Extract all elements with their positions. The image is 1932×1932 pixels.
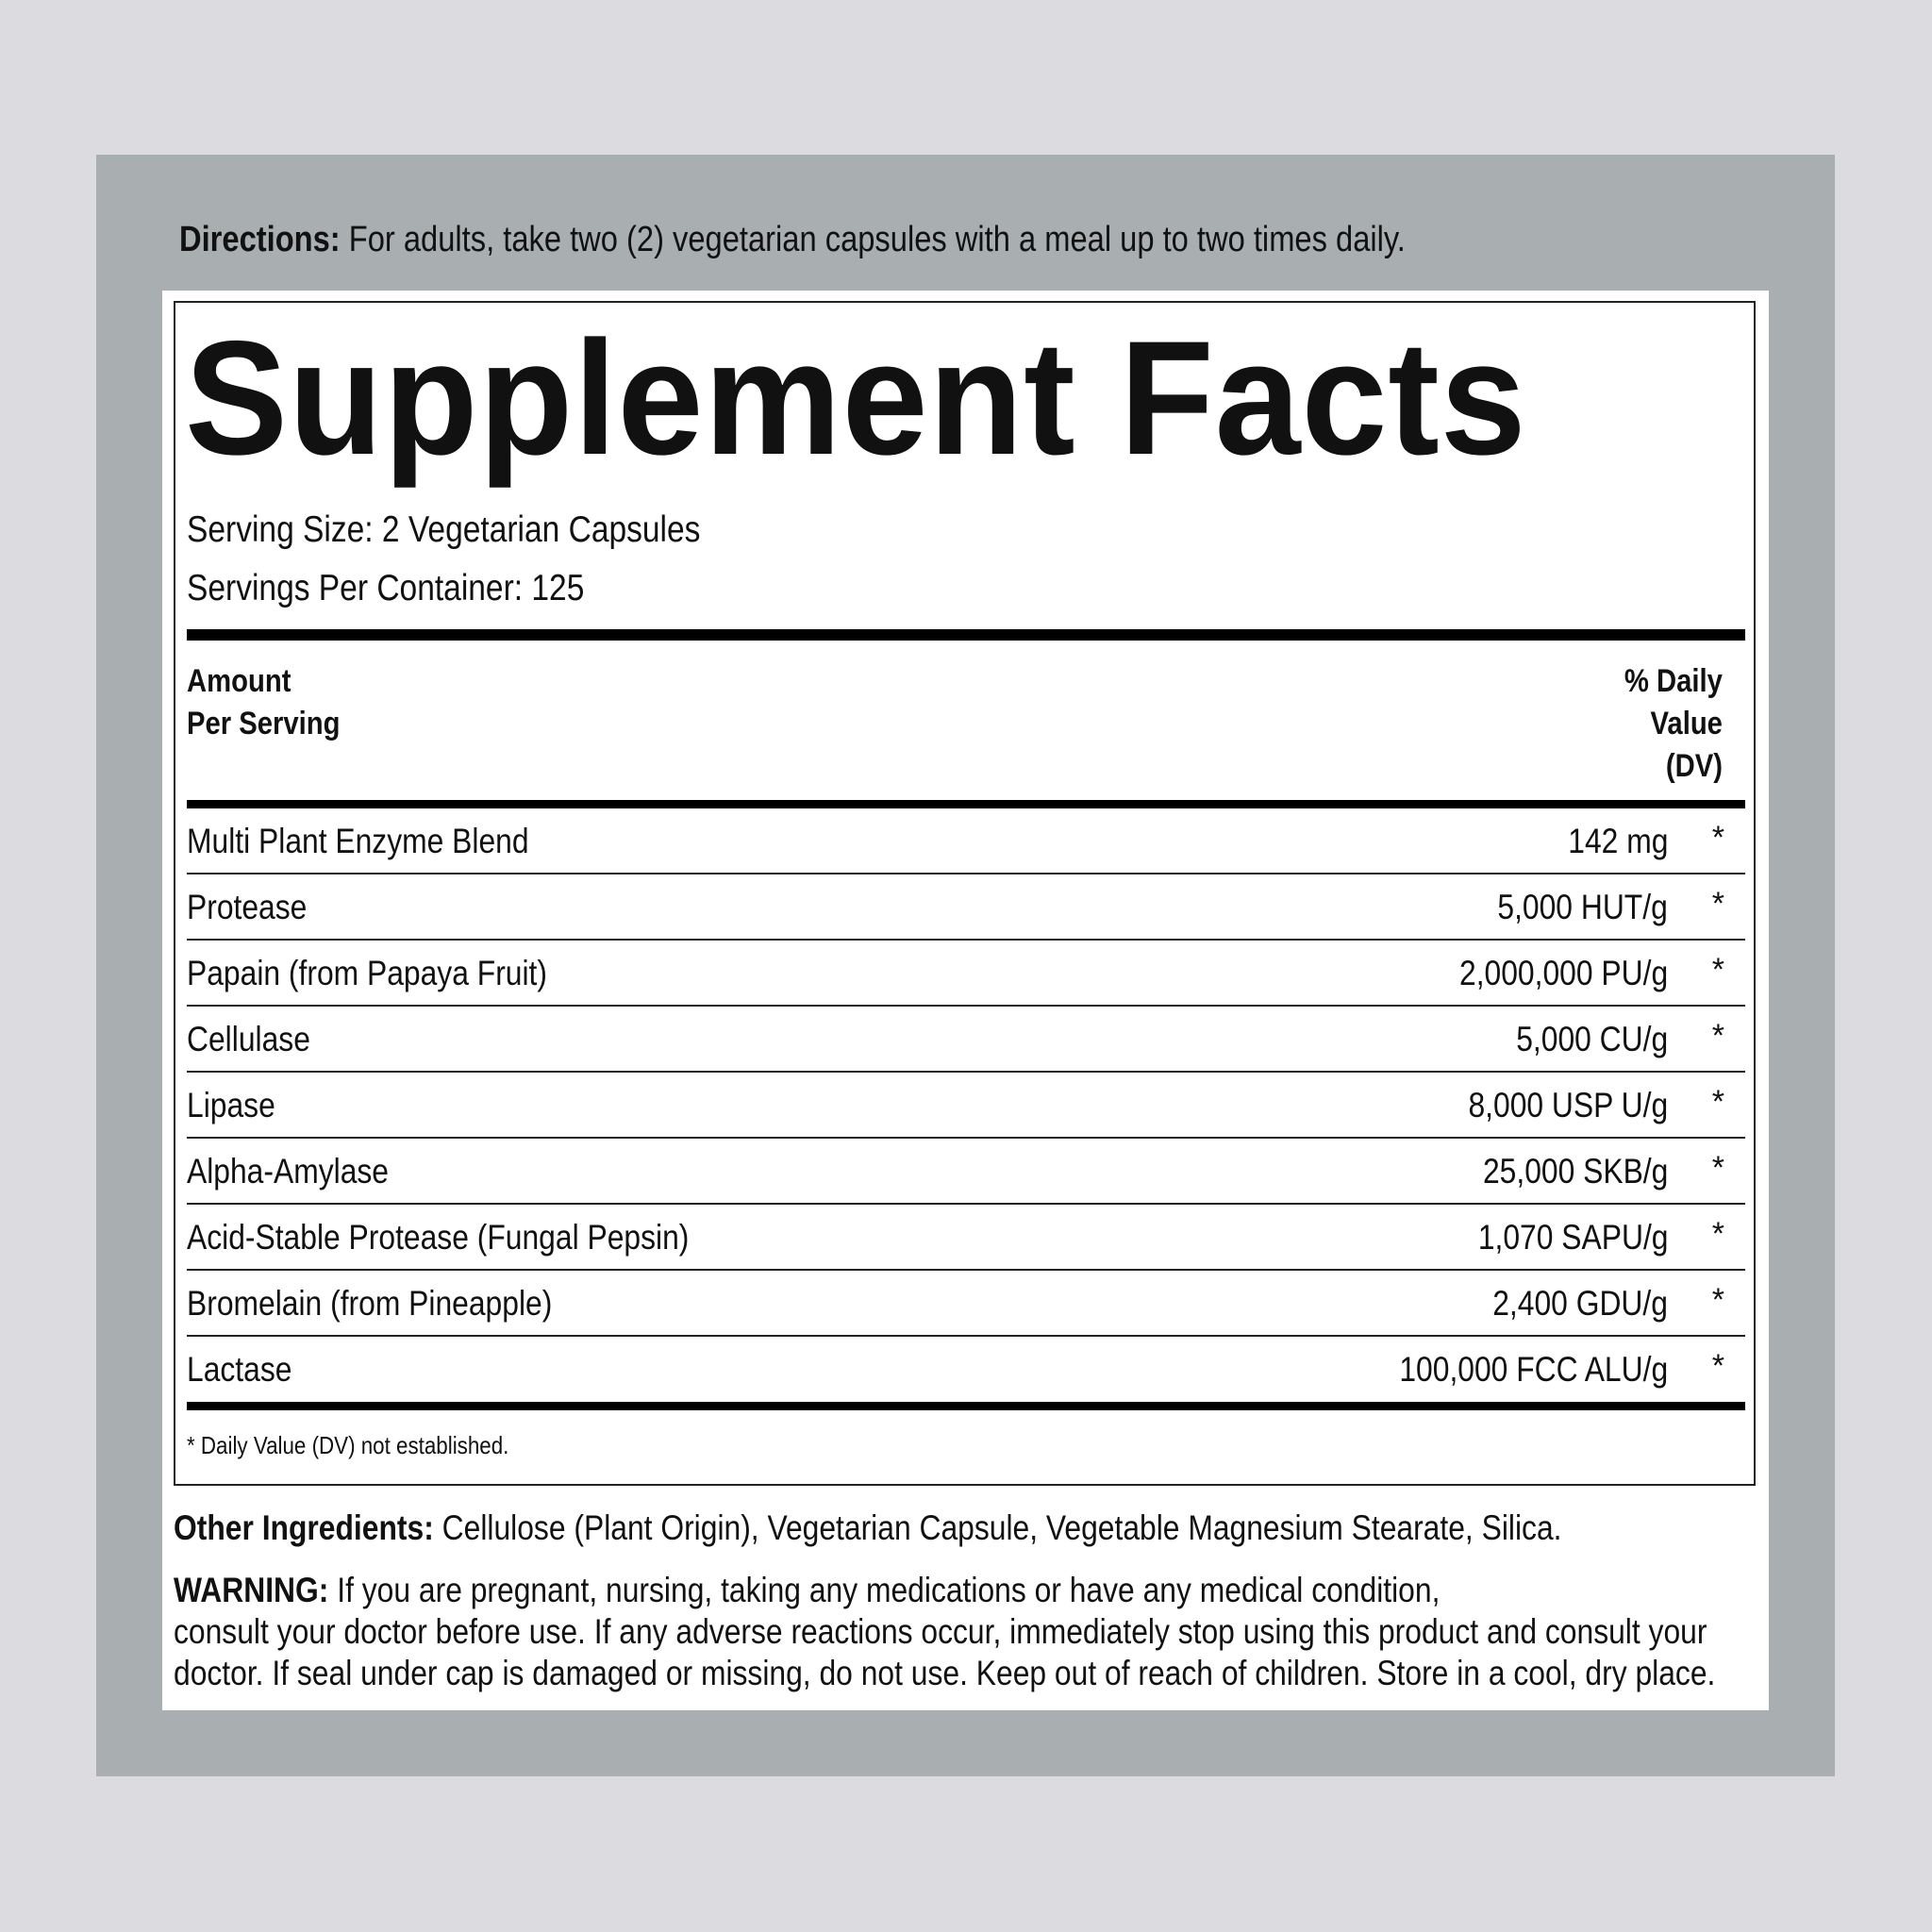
header-left-line-1: Amount [187, 663, 291, 699]
facts-row [187, 941, 1745, 1007]
ingredient-name: Papain (from Papaya Fruit) [187, 954, 548, 992]
ingredient-dv: * [1711, 1216, 1724, 1252]
servings-per-container: Servings Per Container: 125 [187, 568, 585, 608]
ingredient-dv: * [1711, 952, 1724, 988]
header-left-line-2: Per Serving [187, 706, 341, 741]
ingredient-dv: * [1711, 820, 1724, 856]
header-right-line-2: Value [1650, 706, 1723, 741]
other-ingredients-text: Cellulose (Plant Origin), Vegetarian Capsule, Vegetable Magnesium Stearate, Silica. [433, 1508, 1562, 1547]
ingredient-name: Lactase [187, 1350, 292, 1389]
ingredient-amount: 5,000 HUT/g [1497, 888, 1668, 926]
facts-row [187, 1073, 1745, 1139]
directions-body: For adults, take two (2) vegetarian capsules with a meal up to two times daily. [340, 220, 1406, 259]
ingredient-amount: 1,070 SAPU/g [1477, 1218, 1668, 1257]
thick-rule-header [187, 800, 1745, 808]
facts-title: Supplement Facts [185, 308, 1527, 489]
dv-footnote: * Daily Value (DV) not established. [187, 1431, 509, 1459]
warning-label: WARNING: [174, 1571, 329, 1609]
warning-line-1 [174, 1570, 1715, 1611]
ingredient-name: Lipase [187, 1086, 275, 1124]
ingredient-name: Cellulase [187, 1020, 310, 1058]
facts-row [187, 1007, 1745, 1073]
ingredient-name: Bromelain (from Pineapple) [187, 1284, 553, 1323]
ingredient-amount: 2,000,000 PU/g [1458, 954, 1668, 992]
ingredient-amount: 25,000 SKB/g [1482, 1152, 1668, 1191]
facts-row [187, 874, 1745, 941]
header-right-line-1: % Daily [1624, 663, 1723, 699]
ingredient-amount: 2,400 GDU/g [1492, 1284, 1668, 1323]
facts-row [187, 1337, 1745, 1403]
thick-rule-bottom [187, 1402, 1745, 1410]
ingredient-amount: 5,000 CU/g [1516, 1020, 1668, 1058]
ingredient-amount: 100,000 FCC ALU/g [1399, 1350, 1668, 1389]
ingredient-name: Protease [187, 888, 308, 926]
ingredient-name: Multi Plant Enzyme Blend [187, 822, 529, 860]
ingredient-dv: * [1711, 886, 1724, 922]
ingredient-dv: * [1711, 1084, 1724, 1120]
warning-line-3: doctor. If seal under cap is damaged or missing, do not use. Keep out of reach of children. Store in a cool, dry place. [174, 1654, 1716, 1692]
ingredient-dv: * [1711, 1150, 1724, 1186]
warning-text [174, 1570, 1715, 1694]
amount-per-serving-header [187, 660, 341, 745]
warning-line-1-text: If you are pregnant, nursing, taking any medications or have any medical condition, [328, 1571, 1441, 1609]
ingredient-amount: 142 mg [1567, 822, 1668, 860]
facts-row [187, 808, 1745, 874]
warning-line-2: consult your doctor before use. If any adverse reactions occur, immediately stop using this product and consult your [174, 1612, 1707, 1651]
serving-size: Serving Size: 2 Vegetarian Capsules [187, 509, 701, 550]
facts-row [187, 1139, 1745, 1205]
thick-rule-top [187, 629, 1745, 641]
ingredient-name: Alpha-Amylase [187, 1152, 390, 1191]
ingredient-amount: 8,000 USP U/g [1468, 1086, 1668, 1124]
ingredient-dv: * [1711, 1018, 1724, 1054]
directions-text [179, 215, 1406, 264]
facts-row [187, 1205, 1745, 1271]
other-ingredients-label: Other Ingredients: [174, 1508, 434, 1547]
other-ingredients [174, 1505, 1561, 1552]
facts-row [187, 1271, 1745, 1337]
daily-value-header [1624, 660, 1723, 788]
header-right-line-3: (DV) [1665, 748, 1723, 784]
ingredient-name: Acid-Stable Protease (Fungal Pepsin) [187, 1218, 690, 1257]
directions-label: Directions: [179, 220, 341, 259]
ingredient-dv: * [1711, 1282, 1724, 1318]
ingredient-dv: * [1711, 1348, 1724, 1384]
